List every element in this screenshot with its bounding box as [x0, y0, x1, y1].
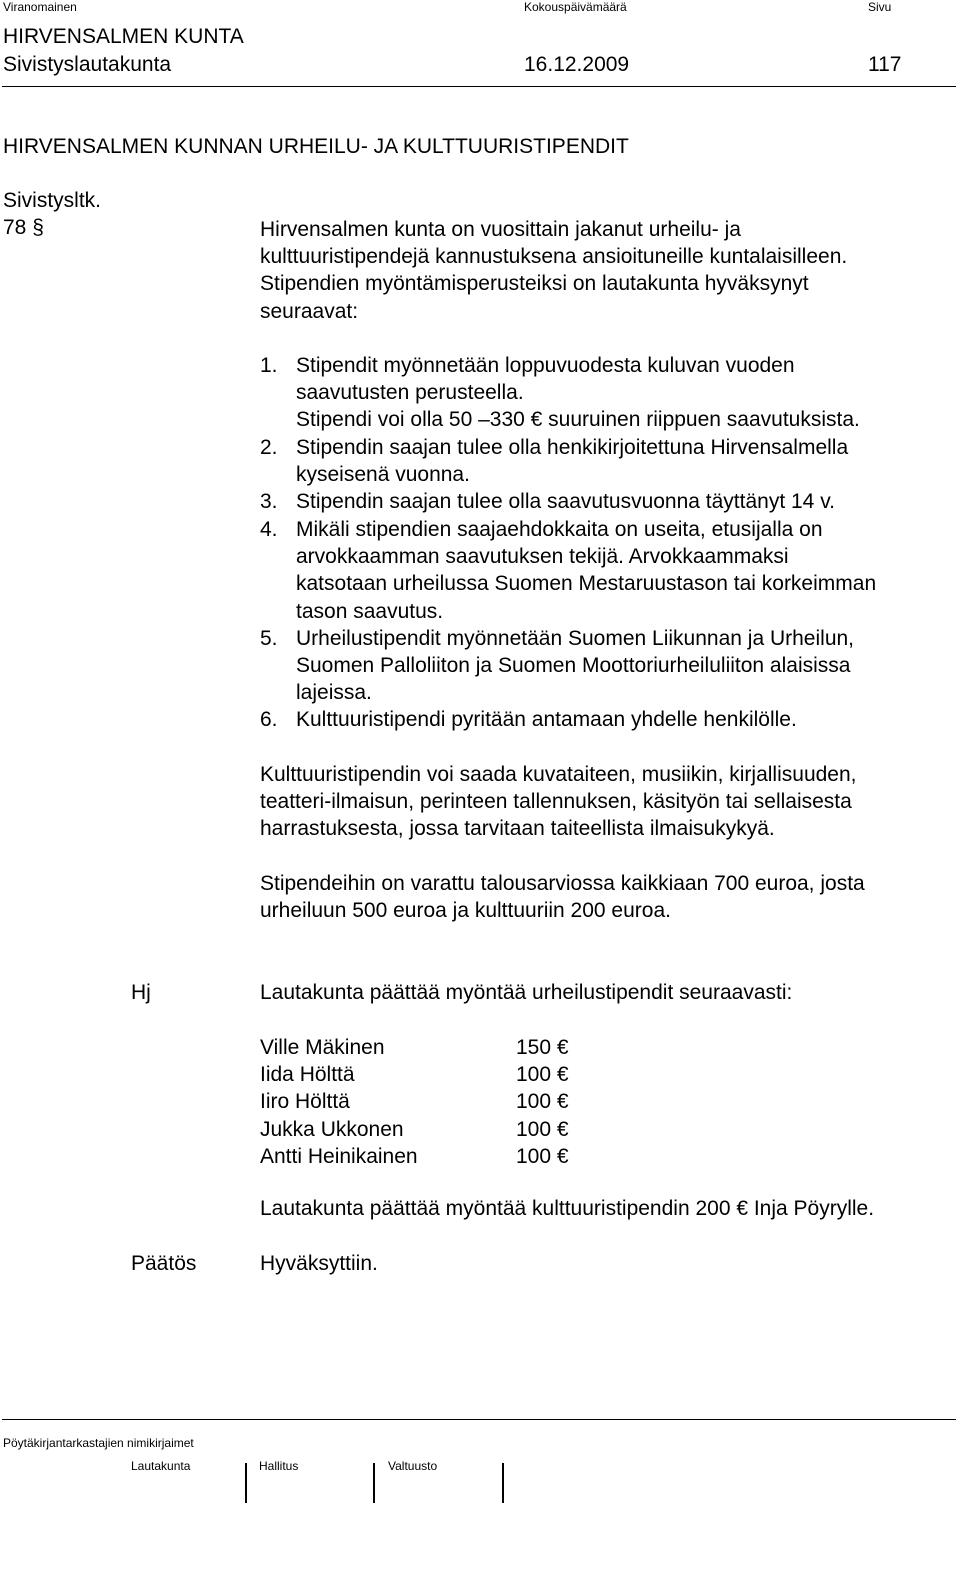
footer-separator	[502, 1463, 504, 1503]
criteria-line: Mikäli stipendien saajaehdokkaita on useita, etusijalla on	[296, 518, 823, 541]
culture-decision: Lautakunta päättää myöntää kulttuuristipendin 200 € Inja Pöyrylle.	[260, 1197, 875, 1220]
culture-line: Kulttuuristipendin voi saada kuvataiteen, musiikin, kirjallisuuden,	[260, 763, 857, 786]
recipient-amount: 100 €	[516, 1063, 569, 1087]
header-page-number: 117	[868, 53, 902, 76]
header-municipality: HIRVENSALMEN KUNTA	[3, 25, 244, 48]
footer-board-label: Lautakunta	[131, 1459, 191, 1473]
culture-line: harrastuksesta, jossa tarvitaan taiteellista ilmaisukykyä.	[260, 817, 775, 841]
footer-council-label: Valtuusto	[388, 1459, 438, 1473]
decision-label: Päätös	[131, 1252, 197, 1275]
header-authority: Sivistyslautakunta	[3, 53, 172, 76]
criteria-line: Suomen Palloliiton ja Suomen Moottoriurheiluliiton alaisissa	[296, 654, 851, 678]
criteria-line: katsotaan urheilussa Suomen Mestaruustason tai korkeimman	[296, 572, 877, 596]
recipient-amount: 100 €	[516, 1144, 569, 1168]
footer-divider	[2, 1419, 956, 1420]
criteria-number: 1.	[260, 354, 278, 377]
footer-separator	[245, 1463, 247, 1503]
recipient-row	[260, 1088, 569, 1115]
budget-line: Stipendeihin on varattu talousarviossa kaikkiaan 700 euroa, josta	[260, 872, 865, 895]
criteria-line: Stipendin saajan tulee olla henkikirjoitettuna Hirvensalmella	[296, 436, 849, 459]
header-date: 16.12.2009	[524, 53, 630, 76]
criteria-line: Stipendi voi olla 50 –330 € suuruinen riippuen saavutuksista.	[296, 408, 860, 432]
recipient-name: Iiro Hölttä	[260, 1090, 350, 1114]
intro-line: Hirvensalmen kunta on vuosittain jakanut urheilu- ja	[260, 218, 741, 241]
criteria-line: tason saavutus.	[296, 599, 444, 623]
header-date-label: Kokouspäivämäärä	[524, 0, 627, 14]
header-page-label: Sivu	[868, 0, 892, 14]
criteria-number: 5.	[260, 627, 278, 650]
criteria-line: lajeissa.	[296, 681, 372, 705]
criteria-line: Stipendin saajan tulee olla saavutusvuonna täyttänyt 14 v.	[296, 490, 835, 513]
criteria-number: 2.	[260, 436, 278, 459]
criteria-line: Kulttuuristipendi pyritään antamaan yhdelle henkilölle.	[296, 708, 797, 731]
section-board: Sivistysltk.	[3, 189, 102, 212]
recipient-amount: 100 €	[516, 1090, 569, 1114]
criteria-line: kyseisenä vuonna.	[296, 463, 470, 487]
criteria-line: Urheilustipendit myönnetään Suomen Liikunnan ja Urheilun,	[296, 627, 855, 650]
criteria-number: 4.	[260, 518, 278, 541]
footer-checkers-label: Pöytäkirjantarkastajien nimikirjaimet	[3, 1436, 194, 1450]
intro-line: seuraavat:	[260, 299, 359, 323]
recipient-row	[260, 1116, 569, 1143]
recipient-name: Ville Mäkinen	[260, 1036, 385, 1059]
budget-line: urheiluun 500 euroa ja kulttuuriin 200 euroa.	[260, 899, 671, 923]
decision-text: Hyväksyttiin.	[260, 1252, 378, 1275]
recipient-list	[260, 1034, 569, 1170]
proposal-label: Hj	[131, 981, 151, 1004]
criteria-number: 6.	[260, 708, 278, 731]
criteria-line: arvokkaamman saavutuksen tekijä. Arvokkaammaksi	[296, 545, 789, 569]
recipient-amount: 100 €	[516, 1117, 569, 1141]
culture-paragraph	[260, 761, 857, 843]
criteria-line: Stipendit myönnetään loppuvuodesta kuluvan vuoden	[296, 354, 795, 377]
recipient-name: Jukka Ukkonen	[260, 1117, 404, 1141]
section-paragraph-number: 78 §	[3, 216, 44, 239]
document-title: HIRVENSALMEN KUNNAN URHEILU- JA KULTTUURISTIPENDIT	[3, 135, 629, 158]
recipient-row	[260, 1034, 569, 1061]
header-divider	[2, 86, 956, 87]
recipient-row	[260, 1143, 569, 1170]
footer-separator	[373, 1463, 375, 1503]
budget-paragraph	[260, 870, 865, 924]
footer-government-label: Hallitus	[259, 1459, 299, 1473]
intro-paragraph	[260, 216, 847, 325]
recipient-amount: 150 €	[516, 1036, 569, 1059]
culture-line: teatteri-ilmaisun, perinteen tallennuksen, käsityön tai sellaisesta	[260, 790, 852, 814]
proposal-text: Lautakunta päättää myöntää urheilustipendit seuraavasti:	[260, 981, 793, 1004]
criteria-line: saavutusten perusteella.	[296, 381, 524, 405]
recipient-name: Iida Hölttä	[260, 1063, 355, 1087]
recipient-name: Antti Heinikainen	[260, 1144, 418, 1168]
header-authority-label: Viranomainen	[3, 0, 77, 14]
intro-line: kulttuuristipendejä kannustuksena ansioituneille kuntalaisilleen.	[260, 245, 848, 269]
recipient-row	[260, 1061, 569, 1088]
criteria-number: 3.	[260, 490, 278, 513]
intro-line: Stipendien myöntämisperusteiksi on lautakunta hyväksynyt	[260, 272, 809, 296]
